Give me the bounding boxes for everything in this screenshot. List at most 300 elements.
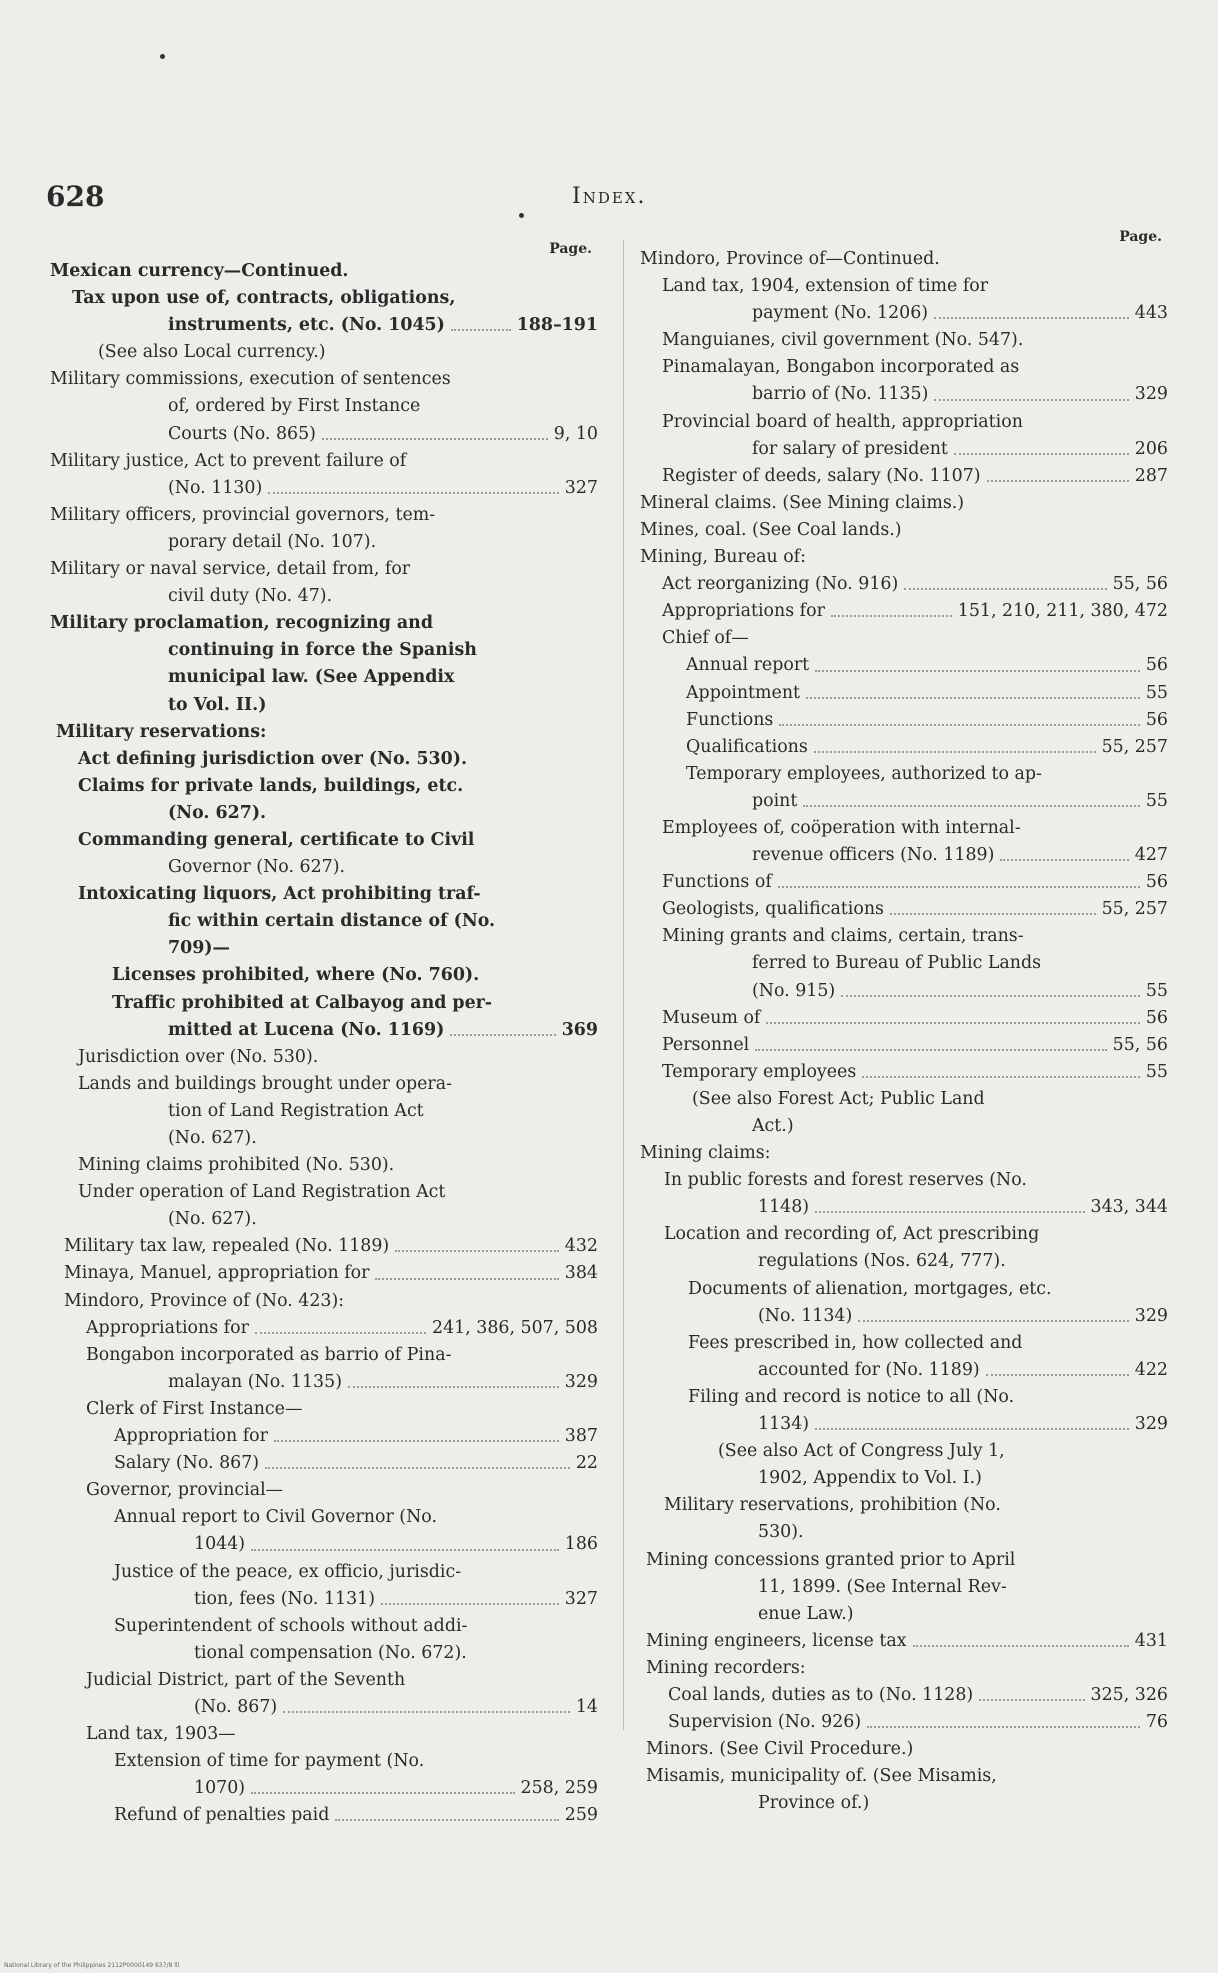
index-entry	[640, 1330, 1168, 1357]
entry-text: Military reservations:	[56, 721, 267, 742]
entry-text: Coal lands, duties as to (No. 1128)	[668, 1684, 974, 1705]
entry-text: Mindoro, Province of (No. 423):	[64, 1290, 345, 1311]
dot-leader	[451, 329, 511, 331]
entry-text: malayan (No. 1135)	[168, 1371, 342, 1392]
dot-leader	[255, 1332, 426, 1334]
index-entry	[640, 1492, 1168, 1519]
dot-leader	[778, 886, 1140, 888]
entry-page-ref: 55	[1145, 1061, 1168, 1082]
index-entry	[50, 1721, 598, 1748]
dot-leader	[779, 724, 1140, 726]
entry-text: Refund of penalties paid	[114, 1805, 330, 1826]
entry-text: revenue officers (No. 1189)	[752, 845, 995, 866]
index-entry	[50, 1206, 598, 1233]
entry-text: Under operation of Land Registration Act	[78, 1182, 446, 1203]
dot-leader	[815, 1211, 1085, 1213]
index-entry	[640, 761, 1168, 788]
entry-text: accounted for (No. 1189)	[758, 1359, 980, 1380]
entry-text: Superintendent of schools without addi-	[114, 1615, 468, 1636]
entry-text: Annual report	[686, 655, 810, 676]
dot-leader	[934, 317, 1129, 319]
entry-text: Manguianes, civil government (No. 547).	[662, 330, 1024, 351]
entry-text: Lands and buildings brought under opera-	[78, 1073, 452, 1094]
entry-text: tion, fees (No. 1131)	[194, 1588, 376, 1609]
page-column-label: Page.	[1119, 229, 1162, 245]
entry-text: Personnel	[662, 1034, 750, 1055]
dot-leader	[283, 1711, 570, 1713]
dot-leader	[251, 1549, 559, 1551]
index-entry	[640, 1574, 1168, 1601]
entry-text: Misamis, municipality of. (See Misamis,	[646, 1766, 997, 1787]
entry-text: 530).	[758, 1522, 804, 1543]
dot-leader	[322, 438, 548, 440]
index-entry	[50, 1098, 598, 1125]
entry-text: Military proclamation, recognizing and	[50, 613, 433, 634]
entry-text: Museum of	[662, 1007, 761, 1028]
entry-page-ref: 432	[564, 1236, 598, 1257]
index-entry	[640, 436, 1168, 463]
dot-leader	[831, 615, 952, 617]
index-entry	[50, 637, 598, 664]
entry-text: Land tax, 1904, extension of time for	[662, 276, 989, 297]
entry-text: Justice of the peace, ex officio, jurisdic-	[114, 1561, 462, 1582]
entry-text: continuing in force the Spanish	[168, 640, 477, 661]
entry-text: Chief of—	[662, 628, 749, 649]
entry-text: Jurisdiction over (No. 530).	[78, 1046, 319, 1067]
index-entry	[640, 1276, 1168, 1303]
index-entry	[640, 544, 1168, 571]
index-entry	[50, 1477, 598, 1504]
index-entry	[640, 1248, 1168, 1275]
entry-text: Qualifications	[686, 736, 808, 757]
entry-page-ref: 325, 326	[1090, 1684, 1168, 1705]
footer-note: National Library of the Philippines 2112P0000149 637/8 lll	[4, 1962, 180, 1969]
index-column-left	[50, 240, 598, 1829]
entry-text: point	[752, 790, 798, 811]
entry-page-ref: 186	[564, 1534, 598, 1555]
dot-leader	[890, 913, 1096, 915]
entry-text: ferred to Bureau of Public Lands	[752, 953, 1042, 974]
page-column-label: Page.	[549, 241, 592, 257]
dot-leader	[766, 1022, 1140, 1024]
entry-text: Act.)	[752, 1116, 794, 1136]
entry-page-ref: 327	[564, 477, 598, 498]
column-divider	[623, 240, 624, 1730]
entry-text: regulations (Nos. 624, 777).	[758, 1251, 1006, 1272]
index-entry	[50, 610, 598, 637]
entry-text: to Vol. II.)	[168, 694, 267, 715]
entry-text: Mining concessions granted prior to April	[646, 1549, 1016, 1570]
entry-text: 709)—	[168, 938, 230, 959]
index-entry	[640, 788, 1168, 815]
entry-text: Mining claims:	[640, 1143, 771, 1164]
index-entry	[640, 273, 1168, 300]
index-entry	[640, 978, 1168, 1005]
entry-text: Pinamalayan, Bongabon incorporated as	[662, 357, 1020, 378]
index-entry	[50, 1179, 598, 1206]
entry-page-ref: 55	[1145, 980, 1168, 1001]
index-entry	[50, 800, 598, 827]
entry-page-ref: 329	[1134, 1414, 1168, 1435]
index-entry	[640, 517, 1168, 544]
entry-page-ref: 443	[1134, 303, 1168, 324]
index-entry	[50, 746, 598, 773]
entry-text: Mining claims prohibited (No. 530).	[78, 1155, 395, 1176]
page-number: 628	[46, 180, 105, 213]
entry-page-ref: 55	[1145, 682, 1168, 703]
entry-text: Extension of time for payment (No.	[114, 1751, 425, 1772]
index-entry	[640, 463, 1168, 490]
index-entry	[640, 1763, 1168, 1790]
entry-text: Appointment	[686, 682, 801, 703]
page-title: Index.	[572, 184, 647, 209]
entry-text: Governor (No. 627).	[168, 857, 346, 878]
index-entry	[640, 1709, 1168, 1736]
index-entry	[50, 366, 598, 393]
index-entry	[640, 1167, 1168, 1194]
index-entry	[50, 1260, 598, 1287]
index-entry	[640, 707, 1168, 734]
entry-text: Geologists, qualifications	[662, 899, 884, 920]
entry-text: Functions of	[662, 872, 772, 893]
dot-leader	[251, 1792, 515, 1794]
entry-page-ref: 55, 257	[1101, 736, 1168, 757]
index-entry	[640, 571, 1168, 598]
entry-text: Courts (No. 865)	[168, 423, 316, 444]
entry-page-ref: 56	[1145, 1007, 1168, 1028]
dot-leader	[755, 1049, 1106, 1051]
dot-leader	[335, 1819, 558, 1821]
entry-page-ref: 329	[1134, 384, 1168, 405]
entry-text: Bongabon incorporated as barrio of Pina-	[86, 1344, 452, 1365]
entry-page-ref: 9, 10	[553, 423, 598, 444]
entry-text: Annual report to Civil Governor (No.	[114, 1507, 437, 1528]
index-entry	[50, 1071, 598, 1098]
entry-text: Military tax law, repealed (No. 1189)	[64, 1236, 390, 1257]
entry-text: 11, 1899. (See Internal Rev-	[758, 1576, 1007, 1597]
entry-text: Military justice, Act to prevent failure of	[50, 450, 407, 471]
index-entry	[640, 1519, 1168, 1546]
dot-leader	[904, 588, 1106, 590]
dot-leader	[268, 492, 559, 494]
entry-text: Temporary employees, authorized to ap-	[686, 763, 1042, 784]
dot-leader	[934, 399, 1128, 401]
dot-leader	[395, 1250, 559, 1252]
entry-page-ref: 327	[564, 1588, 598, 1609]
entry-text: In public forests and forest reserves (No.	[664, 1170, 1027, 1191]
entry-text: municipal law. (See Appendix	[168, 667, 455, 688]
index-entry	[50, 1369, 598, 1396]
index-entry	[50, 556, 598, 583]
dot-leader	[375, 1278, 558, 1280]
entry-text: tional compensation (No. 672).	[194, 1642, 467, 1663]
entry-page-ref: 422	[1134, 1359, 1168, 1380]
entry-page-ref: 387	[564, 1426, 598, 1447]
index-entry	[640, 246, 1168, 273]
index-entry	[640, 1547, 1168, 1574]
entry-text: barrio of (No. 1135)	[752, 384, 929, 405]
entry-text: Military officers, provincial governors, tem-	[50, 504, 436, 525]
entry-text: 1134)	[758, 1414, 810, 1435]
ink-speck	[160, 54, 165, 59]
index-entry	[640, 300, 1168, 327]
index-entry	[50, 1559, 598, 1586]
entry-text: Act reorganizing (No. 916)	[662, 574, 899, 595]
index-entry	[50, 1748, 598, 1775]
entry-page-ref: 259	[564, 1805, 598, 1826]
dot-leader	[979, 1699, 1084, 1701]
index-entry	[50, 1586, 598, 1613]
index-entry	[640, 1221, 1168, 1248]
entry-text: Functions	[686, 709, 774, 730]
ink-speck	[519, 213, 524, 218]
entry-page-ref: 329	[1134, 1305, 1168, 1326]
dot-leader	[954, 453, 1129, 455]
index-entry	[50, 312, 598, 339]
entry-text: Documents of alienation, mortgages, etc.	[688, 1278, 1052, 1299]
entry-text: tion of Land Registration Act	[168, 1100, 424, 1121]
index-entry	[50, 1152, 598, 1179]
index-entry	[50, 583, 598, 610]
index-entry	[640, 842, 1168, 869]
entry-text: porary detail (No. 107).	[168, 531, 377, 552]
index-entry	[640, 1601, 1168, 1628]
entry-text: Mining grants and claims, certain, trans-	[662, 926, 1024, 947]
entry-page-ref: 431	[1134, 1630, 1168, 1651]
index-entry	[50, 1044, 598, 1071]
entry-page-ref: 55, 257	[1101, 899, 1168, 920]
entry-page-ref: 151, 210, 211, 380, 472	[957, 601, 1168, 622]
index-entry	[50, 339, 598, 366]
index-entry	[50, 1315, 598, 1342]
index-entry	[50, 421, 598, 448]
dot-leader	[274, 1440, 559, 1442]
entry-page-ref: 343, 344	[1090, 1197, 1168, 1218]
index-entry	[50, 1017, 598, 1044]
dot-leader	[862, 1076, 1140, 1078]
index-entry	[640, 680, 1168, 707]
dot-leader	[867, 1726, 1140, 1728]
entry-text: Mining engineers, license tax	[646, 1630, 907, 1651]
index-entry	[640, 1384, 1168, 1411]
entry-text: Supervision (No. 926)	[668, 1712, 862, 1733]
index-entry	[640, 1194, 1168, 1221]
entry-page-ref: 287	[1134, 465, 1168, 486]
index-entry	[640, 354, 1168, 381]
index-entry	[50, 1667, 598, 1694]
entry-text: (See also Local currency.)	[98, 342, 326, 363]
index-entry	[50, 1423, 598, 1450]
index-entry	[640, 409, 1168, 436]
entry-text: Location and recording of, Act prescribing	[664, 1224, 1040, 1245]
index-entry	[50, 908, 598, 935]
index-entry	[640, 734, 1168, 761]
entry-page-ref: 22	[575, 1453, 598, 1474]
entry-text: civil duty (No. 47).	[168, 586, 333, 607]
entry-text: Appropriations for	[662, 601, 825, 622]
index-entry	[640, 1628, 1168, 1655]
entry-text: 1070)	[194, 1778, 246, 1799]
entry-text: Mexican currency—Continued.	[50, 261, 349, 281]
index-entry	[50, 962, 598, 989]
entry-page-ref: 55, 56	[1112, 1034, 1168, 1055]
index-entry	[640, 1059, 1168, 1086]
entry-text: Salary (No. 867)	[114, 1453, 260, 1474]
entry-page-ref: 258, 259	[520, 1778, 598, 1799]
entry-text: Register of deeds, salary (No. 1107)	[662, 465, 981, 486]
index-entry	[640, 625, 1168, 652]
entry-page-ref: 188–191	[516, 315, 598, 336]
index-entry	[50, 475, 598, 502]
index-entry	[640, 490, 1168, 517]
index-entry	[640, 598, 1168, 625]
entry-page-ref: 384	[564, 1263, 598, 1284]
index-entry	[50, 719, 598, 746]
entry-text: fic within certain distance of (No.	[168, 911, 496, 932]
entry-text: Governor, provincial—	[86, 1480, 284, 1501]
index-entry	[640, 327, 1168, 354]
index-entry	[50, 1613, 598, 1640]
dot-leader	[265, 1467, 570, 1469]
entry-text: 1902, Appendix to Vol. I.)	[758, 1468, 982, 1489]
index-entry	[50, 529, 598, 556]
entry-text: Judicial District, part of the Seventh	[86, 1669, 406, 1690]
index-entry	[50, 773, 598, 800]
index-entry	[50, 1775, 598, 1802]
index-entry	[50, 393, 598, 420]
entry-text: Appropriations for	[86, 1317, 249, 1338]
index-entry	[50, 1694, 598, 1721]
index-entry	[50, 881, 598, 908]
index-entry	[640, 1465, 1168, 1492]
dot-leader	[986, 1374, 1129, 1376]
index-entry	[640, 896, 1168, 923]
dot-leader	[841, 995, 1140, 997]
index-entry	[50, 827, 598, 854]
entry-page-ref: 369	[561, 1019, 598, 1040]
entry-text: (No. 867)	[194, 1696, 278, 1717]
index-entry	[50, 1802, 598, 1829]
entry-text: 1044)	[194, 1534, 246, 1555]
entry-text: payment (No. 1206)	[752, 303, 929, 324]
index-entry	[50, 448, 598, 475]
index-entry	[640, 652, 1168, 679]
entry-text: Military commissions, execution of sentences	[50, 369, 451, 390]
entry-page-ref: 76	[1145, 1712, 1168, 1733]
entry-page-ref: 55, 56	[1112, 574, 1168, 595]
index-entry	[640, 1655, 1168, 1682]
dot-leader	[858, 1320, 1129, 1322]
index-entry	[640, 923, 1168, 950]
entry-page-ref: 56	[1145, 872, 1168, 893]
entry-page-ref: 56	[1145, 655, 1168, 676]
dot-leader	[1000, 859, 1128, 861]
entry-text: Filing and record is notice to all (No.	[688, 1386, 1015, 1407]
entry-text: Minaya, Manuel, appropriation for	[64, 1263, 370, 1284]
entry-text: Commanding general, certificate to Civil	[78, 829, 475, 850]
entry-text: Traffic prohibited at Calbayog and per-	[112, 992, 493, 1013]
entry-text: Military reservations, prohibition (No.	[664, 1495, 1001, 1516]
index-entry	[50, 664, 598, 691]
entry-text: Appropriation for	[114, 1426, 268, 1447]
index-entry	[50, 1531, 598, 1558]
index-entry	[50, 854, 598, 881]
entry-text: Clerk of First Instance—	[86, 1398, 303, 1419]
entry-text: enue Law.)	[758, 1603, 854, 1624]
index-entry	[50, 935, 598, 962]
entry-page-ref: 56	[1145, 709, 1168, 730]
entry-text: mitted at Lucena (No. 1169)	[168, 1019, 445, 1040]
entry-text: (See also Forest Act; Public Land	[692, 1088, 985, 1109]
index-entry	[640, 1303, 1168, 1330]
entry-text: Mindoro, Province of—Continued.	[640, 249, 940, 269]
index-entry	[50, 285, 598, 312]
index-entry	[640, 1438, 1168, 1465]
entry-text: Mines, coal. (See Coal lands.)	[640, 519, 902, 540]
entry-page-ref: 55	[1145, 790, 1168, 811]
entry-text: Mining recorders:	[646, 1657, 806, 1678]
index-entry	[640, 1357, 1168, 1384]
dot-leader	[815, 670, 1140, 672]
index-entry	[640, 1790, 1168, 1817]
index-entry	[640, 815, 1168, 842]
index-entry	[50, 258, 598, 285]
entry-text: Land tax, 1903—	[86, 1724, 236, 1745]
entry-text: (No. 627).	[168, 1128, 257, 1148]
entry-text: 1148)	[758, 1197, 810, 1218]
index-entry	[50, 1233, 598, 1260]
dot-leader	[815, 1428, 1129, 1430]
index-entry	[50, 692, 598, 719]
entry-text: Tax upon use of, contracts, obligations,	[72, 288, 456, 309]
entry-text: (No. 627).	[168, 802, 267, 823]
entry-text: Military or naval service, detail from, for	[50, 559, 411, 580]
index-entry	[640, 950, 1168, 977]
entry-text: Licenses prohibited, where (No. 760).	[112, 965, 480, 986]
dot-leader	[381, 1603, 559, 1605]
dot-leader	[987, 480, 1129, 482]
dot-leader	[803, 805, 1140, 807]
entry-page-ref: 329	[564, 1371, 598, 1392]
entry-text: (See also Act of Congress July 1,	[718, 1441, 1005, 1462]
entry-text: (No. 1134)	[758, 1305, 853, 1326]
index-entry	[50, 1342, 598, 1369]
entry-page-ref: 206	[1134, 438, 1168, 459]
index-entry	[50, 1396, 598, 1423]
dot-leader	[814, 751, 1096, 753]
entry-text: (No. 1130)	[168, 477, 263, 498]
dot-leader	[450, 1034, 555, 1036]
entry-text: Fees prescribed in, how collected and	[688, 1332, 1023, 1353]
entry-text: Provincial board of health, appropriation	[662, 411, 1023, 432]
index-entry	[50, 1640, 598, 1667]
entry-text: Mining, Bureau of:	[640, 547, 806, 568]
index-entry	[50, 1125, 598, 1152]
entry-text: (No. 915)	[752, 980, 836, 1001]
entry-text: Claims for private lands, buildings, etc.	[78, 775, 464, 796]
index-entry	[640, 1032, 1168, 1059]
index-entry	[640, 1005, 1168, 1032]
index-entry	[640, 1736, 1168, 1763]
index-entry	[640, 1140, 1168, 1167]
dot-leader	[806, 697, 1140, 699]
entry-text: (No. 627).	[168, 1209, 257, 1230]
index-entry	[640, 381, 1168, 408]
entry-text: of, ordered by First Instance	[168, 396, 421, 417]
entry-text: Act defining jurisdiction over (No. 530).	[78, 748, 468, 769]
index-entry	[640, 1113, 1168, 1140]
entry-text: Temporary employees	[662, 1061, 857, 1082]
